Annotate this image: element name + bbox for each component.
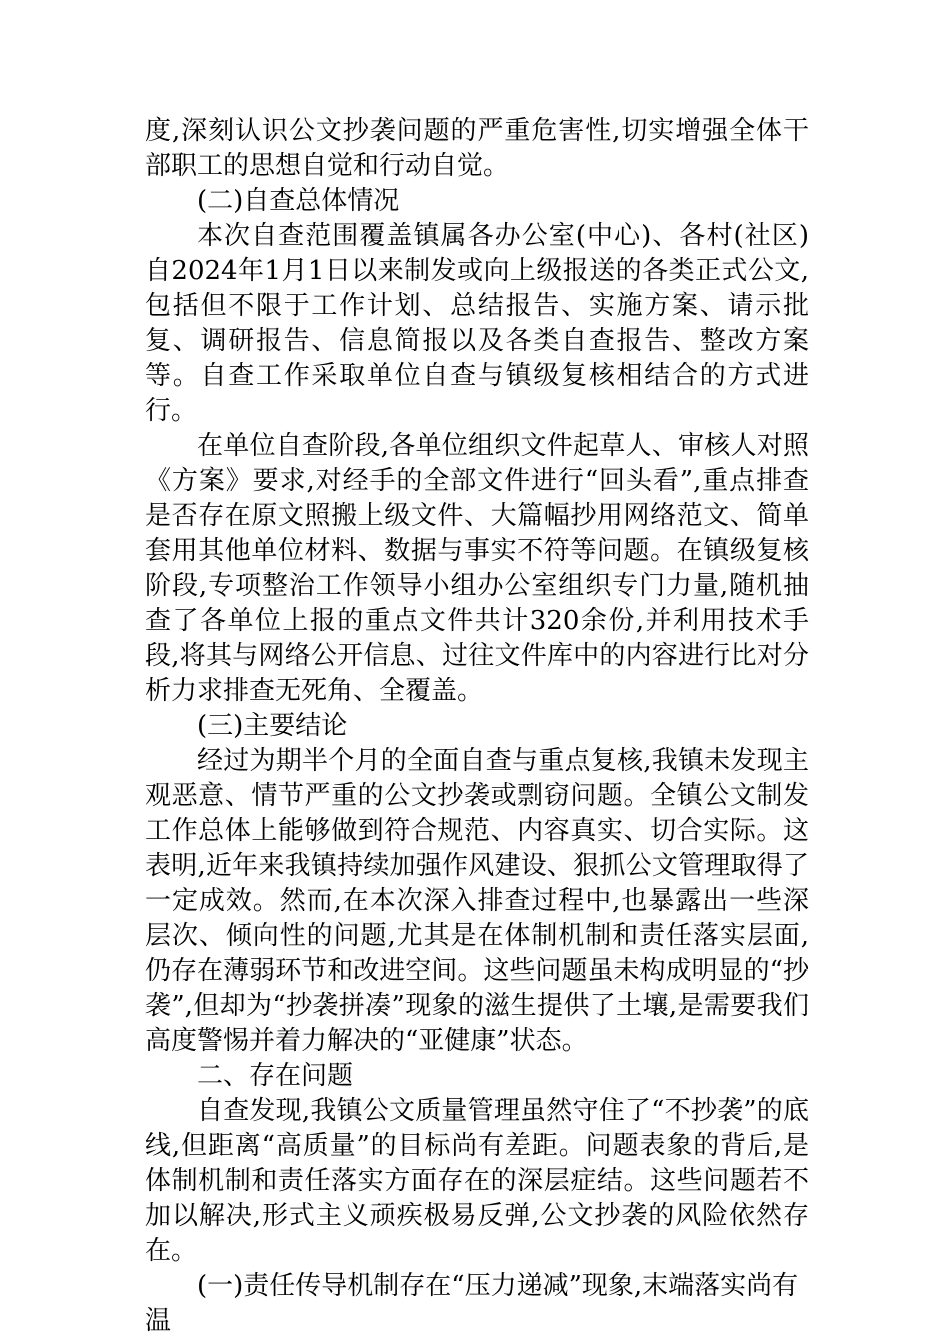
section-heading-responsibility: (一)责任传导机制存在“压力递减”现象,末端落实尚有温 [145,1271,799,1336]
section-heading-existing-problems: 二、存在问题 [197,1061,354,1091]
paragraph-continued: 度,深刻认识公文抄袭问题的严重危害性,切实增强全体干部职工的思想自觉和行动自觉。 [145,116,809,181]
paragraph-scope: 本次自查范围覆盖镇属各办公室(中心)、各村(社区)自2024年1月1日以来制发或向上级报送的各类正式公文,包括但不限于工作计划、总结报告、实施方案、请示批复、调研报告、信息简报以及各类自查报告、整改方案等。自查工作采取单位自查与镇级复核相结合的方式进行。 [145,221,809,426]
section-heading-main-conclusion: (三)主要结论 [197,711,348,741]
section-heading-overall-situation: (二)自查总体情况 [197,186,400,216]
paragraph-self-check-stage: 在单位自查阶段,各单位组织文件起草人、审核人对照《方案》要求,对经手的全部文件进行“回头看”,重点排查是否存在原文照搬上级文件、大篇幅抄用网络范文、简单套用其他单位材料、数据与事实不符等问题。在镇级复核阶段,专项整治工作领导小组办公室组织专门力量,随机抽查了各单位上报的重点文件共计320余份,并利用技术手段,将其与网络公开信息、过往文件库中的内容进行比对分析力求排查无死角、全覆盖。 [145,431,809,706]
paragraph-conclusion: 经过为期半个月的全面自查与重点复核,我镇未发现主观恶意、情节严重的公文抄袭或剽窃问题。全镇公文制发工作总体上能够做到符合规范、内容真实、切合实际。这表明,近年来我镇持续加强作风建设、狠抓公文管理取得了一定成效。然而,在本次深入排查过程中,也暴露出一些深层次、倾向性的问题,尤其是在体制机制和责任落实层面,仍存在薄弱环节和改进空间。这些问题虽未构成明显的“抄袭”,但却为“抄袭拼凑”现象的滋生提供了土壤,是需要我们高度警惕并着力解决的“亚健康”状态。 [145,746,809,1056]
document-page [145,114,809,1339]
paragraph-problems-intro: 自查发现,我镇公文质量管理虽然守住了“不抄袭”的底线,但距离“高质量”的目标尚有差距。问题表象的背后,是体制机制和责任落实方面存在的深层症结。这些问题若不加以解决,形式主义顽疾极易反弹,公文抄袭的风险依然存在。 [145,1096,809,1266]
